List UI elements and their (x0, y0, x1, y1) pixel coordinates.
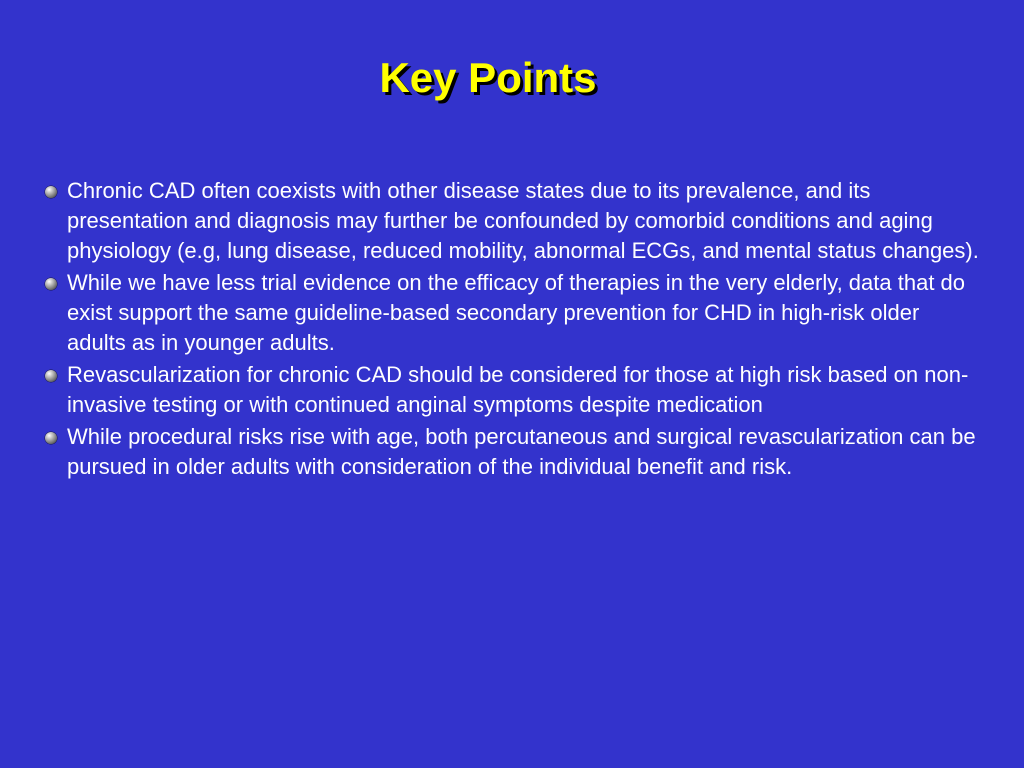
sphere-bullet-icon (45, 186, 57, 198)
bullet-text-4: While procedural risks rise with age, both percutaneous and surgical revascularization can be pursued in older adults with consideration of the individual benefit and risk. (67, 424, 976, 479)
slide-title: Key Points (379, 54, 597, 101)
bullet-text-2: While we have less trial evidence on the efficacy of therapies in the very elderly, data that do exist support the same guideline-based secondary prevention for CHD in high-risk older adults as in younger adults. (67, 270, 966, 355)
bullet-item-3 (44, 360, 984, 420)
bullet-item-1 (44, 176, 984, 266)
sphere-bullet-icon (45, 278, 57, 290)
sphere-bullet-icon (45, 370, 57, 382)
bullet-item-2 (44, 268, 984, 358)
bullet-list (44, 176, 984, 484)
bullet-text-3: Revascularization for chronic CAD should be considered for those at high risk based on non-invasive testing or with continued anginal symptoms despite medication (67, 362, 969, 417)
bullet-text-1: Chronic CAD often coexists with other disease states due to its prevalence, and its presentation and diagnosis may further be confounded by comorbid conditions and aging physiology (e.g, lung disease, reduced mobility, abnormal ECGs, and mental status changes). (67, 178, 979, 263)
bullet-item-4 (44, 422, 984, 482)
sphere-bullet-icon (45, 432, 57, 444)
